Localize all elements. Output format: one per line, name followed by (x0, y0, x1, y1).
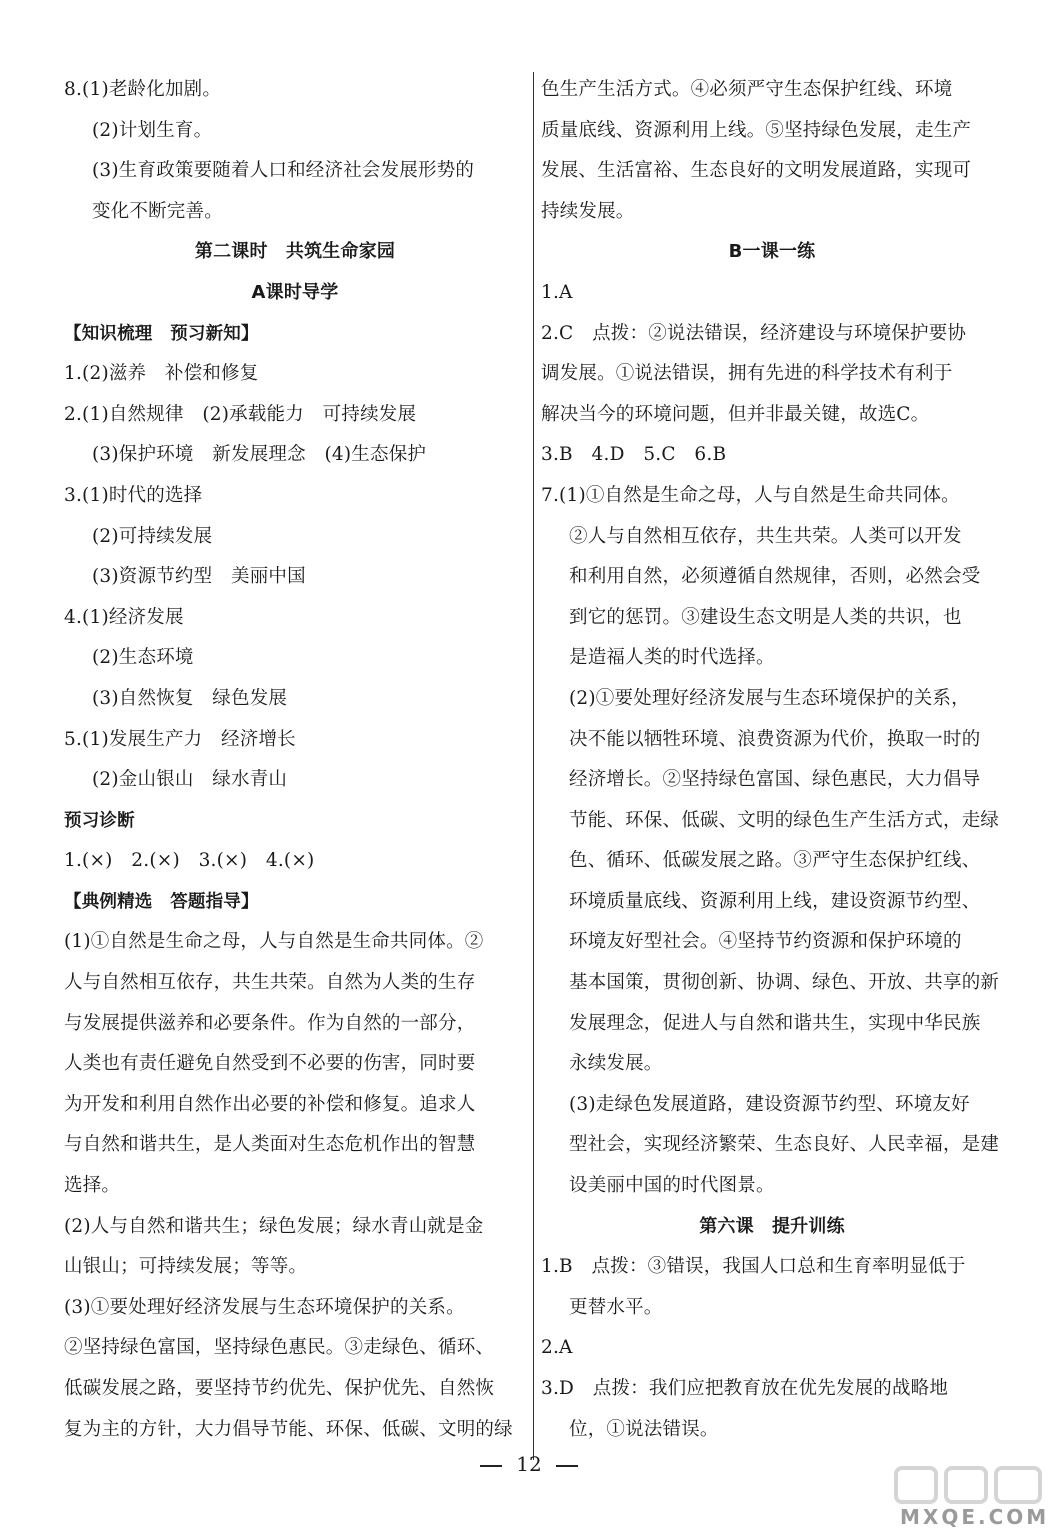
right-line: 1.A (541, 281, 573, 303)
left-line: A课时导学 (251, 281, 339, 303)
right-line: 和利用自然，必须遵循自然规律，否则，必然会受 (569, 566, 981, 588)
right-line: 1.B 点拨：③错误，我国人口总和生育率明显低于 (541, 1256, 966, 1278)
right-line: 色、循环、低碳发展之路。③严守生态保护红线、 (569, 850, 981, 872)
right-line: 3.D 点拨：我们应把教育放在优先发展的战略地 (541, 1378, 949, 1399)
left-line: (3)生育政策要随着人口和经济社会发展形势的 (92, 160, 475, 182)
column-divider (533, 72, 534, 1460)
left-line: ②坚持绿色富国，坚持绿色惠民。③走绿色、循环、 (64, 1337, 495, 1359)
left-line: (3)保护环境 新发展理念 (4)生态保护 (92, 444, 427, 466)
watermark-text: MXQE.COM (900, 1505, 1050, 1529)
left-line: 复为主的方针，大力倡导节能、环保、低碳、文明的绿 (64, 1418, 513, 1440)
left-line: 5.(1)发展生产力 经济增长 (64, 728, 296, 750)
right-line: 型社会，实现经济繁荣、生态良好、人民幸福，是建 (569, 1134, 1000, 1156)
right-line: 基本国策，贯彻创新、协调、绿色、开放、共享的新 (569, 972, 1000, 994)
left-line: (2)生态环境 (92, 647, 194, 669)
right-line: 发展、生活富裕、生态良好的文明发展道路，实现可 (541, 160, 972, 182)
right-line: 7.(1)①自然是生命之母，人与自然是生命共同体。 (541, 484, 960, 506)
right-line: 环境质量底线、资源利用上线，建设资源节约型、 (569, 890, 981, 912)
right-line: 经济增长。②坚持绿色富国、绿色惠民，大力倡导 (569, 769, 981, 791)
left-line: 变化不断完善。 (92, 200, 223, 222)
left-line: (2)金山银山 绿水青山 (92, 769, 288, 791)
left-line: (3)①要处理好经济发展与生态环境保护的关系。 (64, 1296, 465, 1318)
right-line: 第六课 提升训练 (699, 1215, 845, 1237)
page-number-text: 12 (516, 1452, 542, 1476)
right-line: 到它的惩罚。③建设生态文明是人类的共识，也 (569, 606, 962, 628)
left-line: 与发展提供滋养和必要条件。作为自然的一部分， (64, 1012, 476, 1034)
left-line: 为开发和利用自然作出必要的补偿和修复。追求人 (64, 1093, 476, 1115)
left-line: (3)资源节约型 美丽中国 (92, 566, 306, 588)
right-line: B一课一练 (728, 241, 816, 263)
left-line: 8.(1)老龄化加剧。 (64, 79, 222, 100)
right-line: 节能、环保、低碳、文明的绿色生产生活方式，走绿 (569, 809, 1000, 831)
left-line: 2.(1)自然规律 (2)承载能力 可持续发展 (64, 403, 417, 425)
right-line: 色生产生活方式。④必须严守生态保护红线、环境 (541, 79, 953, 100)
left-line: (3)自然恢复 绿色发展 (92, 687, 288, 709)
left-line: 选择。 (64, 1175, 121, 1197)
left-line: 1.(2)滋养 补偿和修复 (64, 363, 259, 385)
right-line: 2.C 点拨：②说法错误，经济建设与环境保护要协 (541, 322, 967, 344)
right-line: 持续发展。 (541, 200, 635, 222)
left-line: 1.(×) 2.(×) 3.(×) 4.(×) (64, 850, 315, 872)
right-line: 2.A (541, 1337, 573, 1359)
left-column (64, 70, 526, 1450)
left-line: 【知识梳理 预习新知】 (64, 323, 259, 344)
left-line: (2)计划生育。 (92, 119, 213, 141)
right-line: (3)走绿色发展道路，建设资源节约型、环境友好 (569, 1093, 970, 1115)
right-line: 调发展。①说法错误，拥有先进的科学技术有利于 (541, 363, 953, 385)
right-line: 设美丽中国的时代图景。 (569, 1175, 775, 1197)
left-line: (1)①自然是生命之母，人与自然是生命共同体。② (64, 931, 484, 953)
left-line: 低碳发展之路，要坚持节约优先、保护优先、自然恢 (64, 1378, 495, 1399)
left-line: 人类也有责任避免自然受到不必要的伤害，同时要 (64, 1053, 476, 1075)
left-line: 第二课时 共筑生命家园 (194, 241, 396, 263)
right-line: ②人与自然相互依存，共生共荣。人类可以开发 (569, 525, 962, 547)
right-line: 发展理念，促进人与自然和谐共生，实现中华民族 (569, 1012, 981, 1034)
left-line: 山银山；可持续发展；等等。 (64, 1256, 308, 1278)
right-line: (2)①要处理好经济发展与生态环境保护的关系， (569, 687, 970, 709)
right-line: 决不能以牺牲环境、浪费资源为代价，换取一时的 (569, 728, 981, 750)
right-line: 解决当今的环境问题，但并非最关键，故选C。 (541, 403, 930, 425)
right-line: 位，①说法错误。 (569, 1418, 719, 1440)
right-line: 永续发展。 (569, 1053, 663, 1075)
left-line: 预习诊断 (64, 810, 135, 831)
right-line: 环境友好型社会。④坚持节约资源和保护环境的 (569, 931, 962, 953)
left-line: 人与自然相互依存，共生共荣。自然为人类的生存 (64, 972, 476, 994)
right-column (541, 70, 1003, 1450)
left-line: 与自然和谐共生，是人类面对生态危机作出的智慧 (64, 1134, 476, 1156)
right-line: 3.B 4.D 5.C 6.B (541, 444, 727, 466)
right-line: 是造福人类的时代选择。 (569, 647, 775, 669)
left-line: 3.(1)时代的选择 (64, 484, 203, 506)
left-line: 【典例精选 答题指导】 (64, 891, 259, 912)
right-line: 质量底线、资源利用上线。⑤坚持绿色发展，走生产 (541, 119, 972, 141)
left-line: (2)可持续发展 (92, 525, 213, 547)
right-line: 更替水平。 (569, 1296, 663, 1318)
left-line: (2)人与自然和谐共生；绿色发展；绿水青山就是金 (64, 1215, 484, 1237)
left-line: 4.(1)经济发展 (64, 606, 184, 628)
